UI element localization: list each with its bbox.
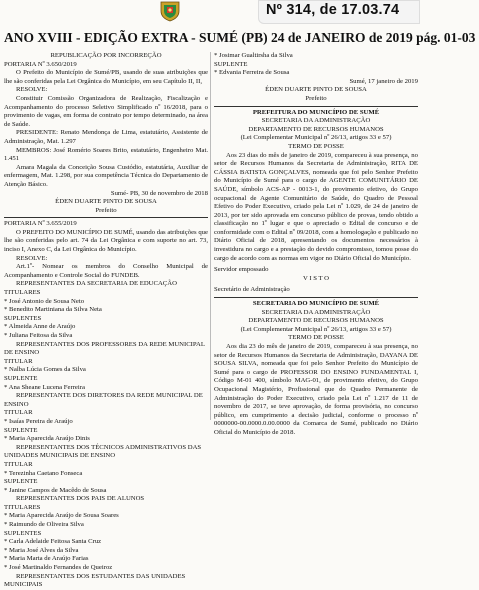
law-reference: (Lei Complementar Municipal nº 26/13, artigos 33 e 57)	[240, 134, 392, 142]
member-entry: * Edvania Ferreira de Sousa	[214, 69, 290, 77]
document-title: TERMO DE POSSE	[288, 334, 344, 342]
signature-date: Sumé, 17 janeiro de 2019	[349, 77, 418, 85]
office-subheading: SECRETARIA DA ADMINISTRAÇÃO	[261, 308, 371, 316]
signature-caption: Secretário de Administração	[214, 286, 290, 294]
subgroup-label: SUPLENTE	[4, 478, 38, 486]
edition-banner	[0, 26, 476, 50]
portaria-body: Constituir Comissão Organizadora de Realização, Fiscalização e Acompanhamento do processo Seletivo Simplificado nº 16/2018, para o provimento de vagas, em forma de contrato por tempo determinado, na área de Saúde.	[4, 94, 208, 128]
section-divider	[214, 106, 418, 107]
signature-date: Sumé- PB, 30 de novembro de 2018	[110, 189, 208, 197]
signature-caption: Servidor empossado	[214, 266, 269, 274]
subgroup-label: SUPLENTE	[4, 374, 38, 382]
signer-name: ÉDEN DUARTE PINTO DE SOUSA	[55, 198, 157, 206]
subgroup-label: SUPLENTES	[4, 314, 42, 322]
member-entry: * Janine Campos de Macêdo de Sousa	[4, 486, 107, 494]
member-entry: * Juliana Feitosa da Silva	[4, 332, 73, 339]
group-heading: REPRESENTANTE DOS DIRETORES DA REDE MUNICIPAL DE ENSINO	[4, 392, 203, 408]
portaria-intro: O Prefeito do Município de Sumé/PB, usando de suas atribuições que lhe são conferidas pela Lei Orgânica do Município, em seu Capítulo II, II,	[4, 69, 208, 85]
municipal-crest-icon	[158, 0, 182, 22]
issue-number: Nº 314, de 17.03.74	[266, 2, 400, 18]
subgroup-label: TITULAR	[4, 460, 33, 468]
signer-role: Prefeito	[305, 94, 327, 102]
member-entry: * Ana Sheane Lucena Ferreira	[4, 383, 85, 391]
issue-number-box	[258, 0, 420, 24]
member-entry: * Nalba Lúcia Gomes da Silva	[4, 366, 86, 374]
signer-name: ÉDEN DUARTE PINTO DE SOUSA	[265, 86, 367, 94]
section-divider	[214, 297, 418, 298]
right-column	[214, 52, 418, 438]
member-entry: * Raimundo de Oliveira Silva	[4, 521, 84, 529]
office-subheading: SECRETARIA DA ADMINISTRAÇÃO	[261, 117, 371, 125]
group-heading: REPRESENTANTES DOS TÉCNICOS ADMINISTRATIVOS DAS UNIDADES MUNICIPAIS DE ENSINO	[4, 443, 202, 460]
group-heading: REPRESENTANTES DOS ESTUDANTES DAS UNIDADES MUNICIPAIS	[4, 572, 186, 589]
subgroup-label: TITULAR	[4, 409, 33, 417]
column-divider	[210, 52, 211, 420]
posse-body: Aos 23 dias do mês de janeiro de 2019, compareceu à sua presença, no setor de Recursos Humanos da Secretaria de Administração, RITA DE CÁSSIA BATISTA GONÇALVES, nomeada que foi pelo Senhor Prefeito do Município de Sumé para o cargo de AGENTE COMUNITÁRIO DE SAÚDE, símbolo ACS-AP - 0013-1, do provimento efetivo, do Grupo ocupacional de Agente Comunitário de Saúde, do Quadro de Pessoal Efetivo do Poder Executivo, criado pela Lei nº 1.029, de 24 de janeiro de 2013, por ter sido aprovada em concurso público de provas, tendo obtido a classificação no 1º lugar e que o apreciado o Edital de concurso e de conformidade com o Edital nº 09/2018, com a homologação e publicado no Diário Oficial de 2018, apresentando os documentos necessários à investidura no cargo e a prestação do devido compromisso, tomou posse do cargo de acordo com as normas em vigor no Diário Oficial do Município.	[214, 151, 418, 262]
subgroup-label: SUPLENTE	[4, 426, 38, 434]
commission-member: MEMBROS: José Romério Soares Brito, estatutário, Engenheiro Mat. 1.451	[4, 146, 208, 163]
subgroup-label: TITULARES	[4, 503, 41, 511]
member-entry: * Maria Aparecida Araújo Dinis	[4, 435, 90, 443]
office-subheading: DEPARTAMENTO DE RECURSOS HUMANOS	[248, 125, 384, 133]
visto-label: V I S T O	[302, 274, 329, 282]
portaria-number: PORTARIA Nº 3.655/2019	[4, 220, 77, 228]
republication-heading: REPUBLICAÇÃO POR INCORREÇÃO	[50, 52, 162, 59]
commission-president: PRESIDENTE: Renato Mendonça de Lima, estatutário, Assistente de Administração, Mat. 1.297	[4, 129, 208, 145]
left-column	[4, 52, 208, 590]
subgroup-label: SUPLENTES	[4, 529, 42, 537]
subgroup-label: TITULAR	[4, 357, 33, 365]
member-entry: * José Antonio de Sousa Neto	[4, 297, 85, 305]
office-heading: PREFEITURA DO MUNICÍPIO DE SUMÉ	[252, 108, 380, 116]
section-divider	[4, 217, 208, 218]
law-reference: (Lei Complementar Municipal nº 26/13, artigos 33 e 57)	[240, 325, 392, 333]
edition-title: ANO XVIII - EDIÇÃO EXTRA - SUMÉ (PB) 24 de JANEIRO de 2019 pág. 01-03	[4, 30, 476, 45]
member-entry: * José Martinaldo Fernandes de Queiroz	[4, 564, 113, 572]
commission-member: Amara Magala da Conceição Sousa Custódio, estatutária, Auxiliar de enfermagem, Mat. 1.298, por sua competência Técnica do Departamento de Atenção Básico.	[4, 163, 208, 188]
member-entry: * Josimar Gualtirsha da Silva	[214, 52, 293, 59]
member-entry: * Almeida Anne de Araújo	[4, 323, 76, 331]
member-entry: * Carla Adelaide Feitosa Santa Cruz	[4, 538, 102, 546]
group-heading: REPRESENTANTES DA SECRETARIA DE EDUCAÇÃO	[16, 280, 177, 288]
member-entry: * Isaías Pereira de Araújo	[4, 417, 73, 425]
signer-role: Prefeito	[95, 206, 117, 214]
portaria-body: Art.1º- Nomear os membros do Conselho Municipal de Acompanhamento e Controle Social do FUNDEB.	[4, 263, 208, 279]
portaria-intro: O PREFEITO DO MUNICÍPIO DE SUMÉ, usando das atribuições que lhe são conferidas pelo art. 74 da Lei Orgânica e com suporte no art. 73, inciso I, Anexo C, da Lei Orgânica do Município.	[4, 228, 208, 254]
member-entry: * Maria Aparecida Araújo de Sousa Soares	[4, 512, 119, 520]
member-entry: * Maria José Alves da Silva	[4, 546, 79, 554]
office-heading: SECRETARIA DO MUNICÍPIO DE SUMÉ	[252, 300, 380, 308]
resolve-label: RESOLVE:	[16, 86, 48, 94]
subgroup-label: TITULARES	[4, 289, 41, 297]
resolve-label: RESOLVE:	[16, 254, 48, 262]
posse-body: Aos dia 23 do mês de janeiro de 2019, compareceu à sua presença, no setor de Recursos Humanos da Secretaria de Administração, DAYANA DE SOUSA SILVA, nomeada que foi pelo Senhor Prefeito do Município de Sumé para o cargo de PROFESSOR DO ENSINO FUNDAMENTAL I, Código M-01 400, símbolo MAG-01, de provimento efetivo, do Grupo Ocupacional Magistério, Profissional que do Quadro Permanente de Administração do Poder Executivo, criado pela Lei nº 1.217 de 11 de novembro de 2017, se teve aprovação, de forma provisória, no concurso público, em cumprimento a decisão judicial, conforme o processo nº 0000000-00.0000.0.00.0000 da Comarca de Sumé, publicado no Diário Oficial do Município de 2018.	[214, 343, 418, 436]
member-entry: * Benedito Martiniana da Silva Neta	[4, 306, 102, 314]
portaria-number: PORTARIA Nº 3.650/2019	[4, 60, 77, 68]
group-heading: REPRESENTANTES DOS PROFESSORES DA REDE MUNICIPAL DE ENSINO	[4, 340, 205, 357]
subgroup-label: SUPLENTE	[214, 60, 248, 68]
member-entry: * Maria Marta de Araújo Farias	[4, 555, 89, 563]
document-title: TERMO DE POSSE	[288, 142, 344, 150]
group-heading: REPRESENTANTES DOS PAIS DE ALUNOS	[16, 495, 145, 503]
office-subheading: DEPARTAMENTO DE RECURSOS HUMANOS	[248, 317, 384, 325]
member-entry: * Terezinha Caetano Fonseca	[4, 469, 83, 477]
